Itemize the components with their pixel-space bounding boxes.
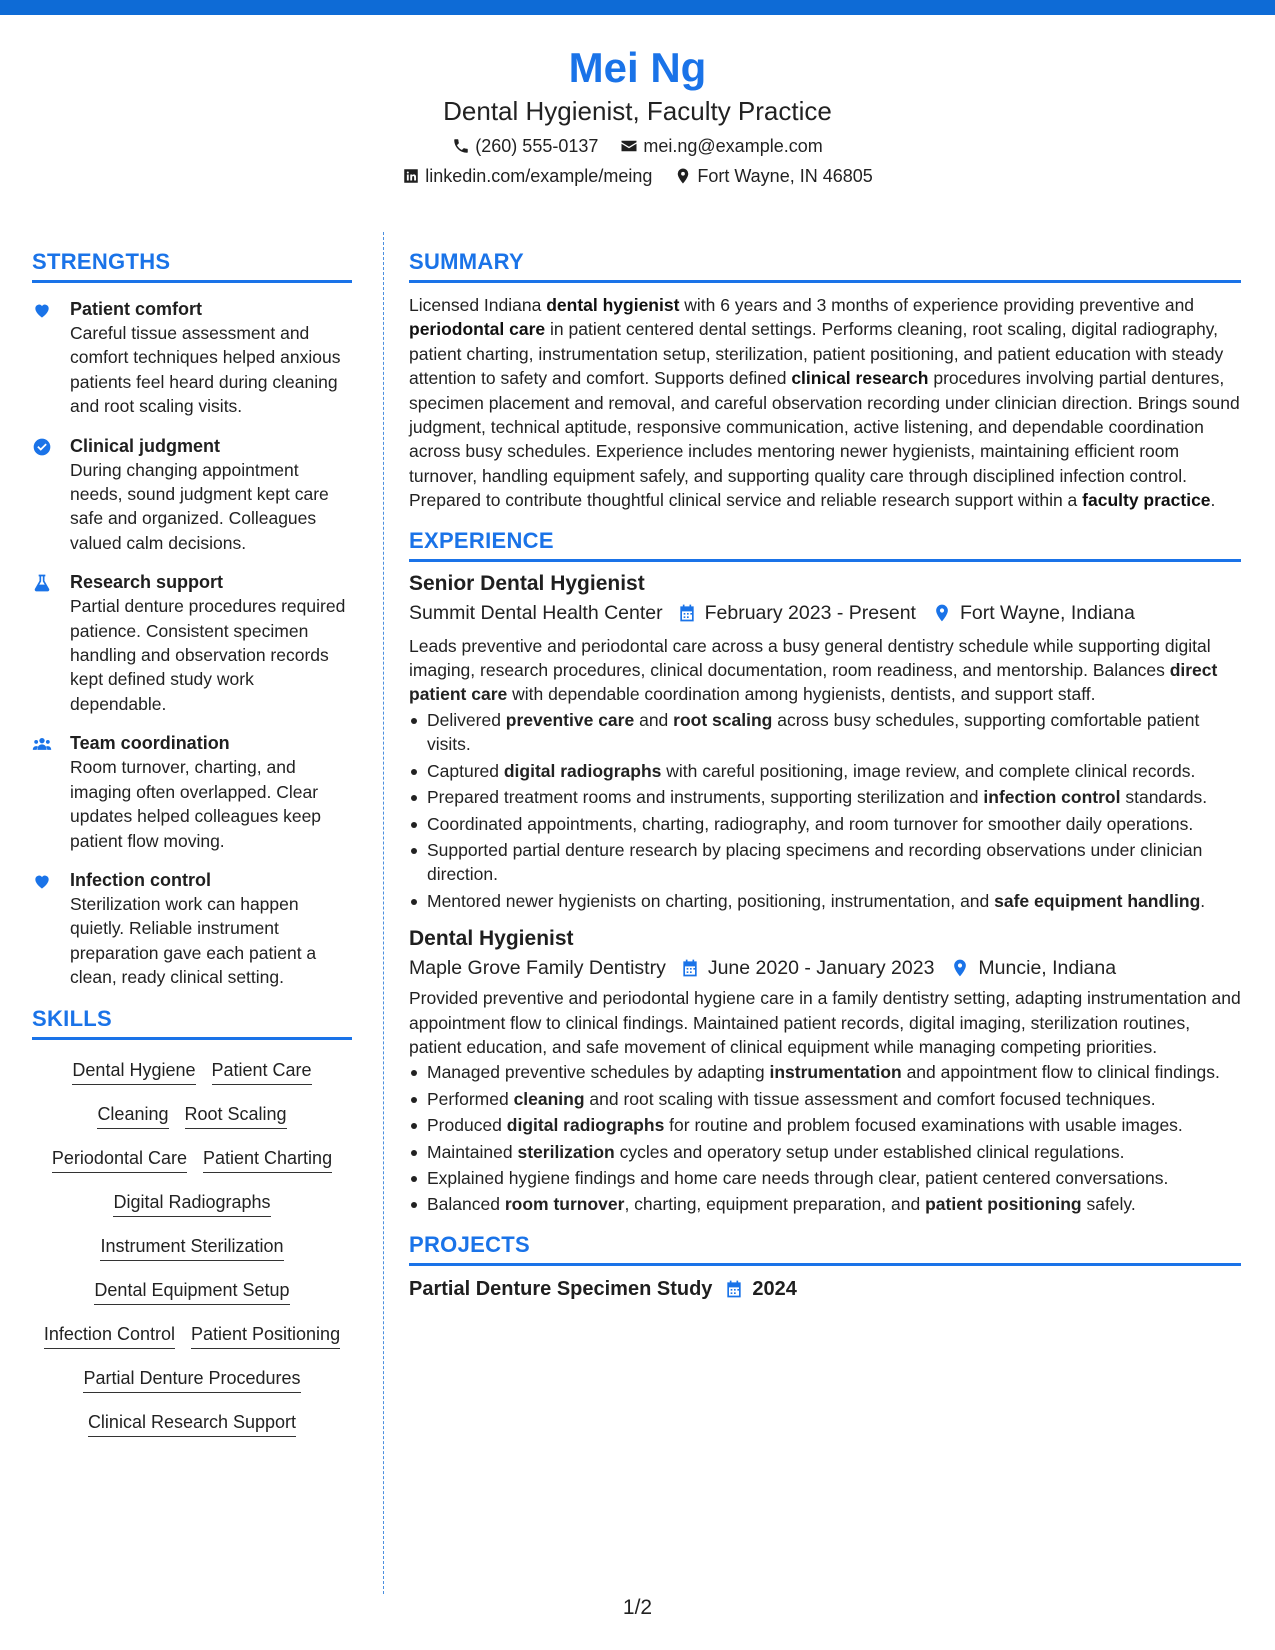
job-location: Fort Wayne, Indiana [959,601,1135,624]
company-name: Summit Dental Health Center [409,601,663,624]
linkedin-icon [402,167,420,185]
page-number: 1/2 [622,1596,653,1619]
calendar-icon [724,1279,744,1299]
users-icon [32,734,52,754]
project-entry [409,1275,1241,1303]
bullet-item: Balanced room turnover, charting, equipment preparation, and patient positioning safely. [409,1192,1241,1216]
right-column [409,248,1241,1303]
skill-tag: Partial Denture Procedures [83,1366,300,1393]
strength-item [32,570,352,716]
skills-list [32,1058,352,1437]
skill-tag: Periodontal Care [52,1146,187,1173]
linkedin-url[interactable]: linkedin.com/example/meing [425,166,653,186]
phone-icon [452,137,470,155]
strength-title: Team coordination [70,733,230,754]
job-bullets [409,708,1241,913]
candidate-title: Dental Hygienist, Faculty Practice [443,96,832,126]
heart-icon [32,300,52,320]
job-description: Provided preventive and periodontal hygiene care in a family dentistry setting, adapting instrumentation and appointment flow to clinical findings. Maintained patient records, digital imaging, sterilization routines, patient education, and safe movement of clinical equipment while managing competing priorities. [409,988,1241,1057]
job-bullets [409,1060,1241,1216]
strength-item [32,868,352,990]
job-meta [409,954,1241,982]
strength-item [32,731,352,853]
strength-description: Sterilization work can happen quietly. Reliable instrument preparation gave each patient a clean, ready clinical setting. [70,893,317,988]
job-meta [409,599,1241,627]
experience-heading: EXPERIENCE [409,527,1241,562]
job-description: Leads preventive and periodontal care across a busy general dentistry schedule while supporting digital imaging, research procedures, clinical documentation, room readiness, and mentorship. Balances direct patient care with dependable coordination among hygienists, dentists, and support staff. [409,635,1218,705]
bullet-item: Supported partial denture research by placing specimens and recording observations under clinician direction. [409,838,1241,887]
strength-title: Research support [70,572,224,593]
project-year: 2024 [752,1277,797,1300]
project-title: Partial Denture Specimen Study [409,1277,713,1300]
strength-description: Careful tissue assessment and comfort techniques helped anxious patients feel heard during cleaning and root scaling visits. [70,323,341,417]
bullet-item: Delivered preventive care and root scaling across busy schedules, supporting comfortable patient visits. [409,708,1241,757]
strength-title: Clinical judgment [70,435,221,456]
skill-tag: Patient Care [212,1058,312,1085]
skill-tag: Cleaning [97,1102,168,1129]
job-title: Dental Hygienist [409,927,574,951]
location-contact [674,164,872,188]
phone-number: (260) 555-0137 [475,136,599,156]
map-pin-icon [950,958,970,978]
job-entry [409,570,1241,913]
skill-tag: Dental Equipment Setup [94,1278,289,1305]
candidate-name: Mei Ng [568,44,707,91]
email-address[interactable]: mei.ng@example.com [643,136,823,156]
bullet-item: Coordinated appointments, charting, radiography, and room turnover for smoother daily operations. [409,812,1241,836]
email-contact[interactable] [620,134,822,158]
left-column [32,248,352,1437]
job-dates: June 2020 - January 2023 [707,957,935,980]
calendar-icon [680,958,700,978]
flask-icon [32,573,52,593]
skill-tag: Patient Positioning [191,1322,340,1349]
strength-title: Infection control [70,869,211,890]
map-pin-icon [932,603,952,623]
bullet-item: Produced digital radiographs for routine and problem focused examinations with usable images. [409,1113,1241,1137]
resume-header [0,42,1275,188]
heart-icon [32,871,52,891]
skill-tag: Instrument Sterilization [100,1234,283,1261]
summary-text: Licensed Indiana dental hygienist with 6 years and 3 months of experience providing preventive and periodontal care in patient centered dental settings. Performs cleaning, root scaling, digital radiography, patient charting, instrumentation setup, sterilization, patient positioning, and patient education with steady attention to safety and comfort. Supports defined clinical research procedures involving partial dentures, specimen placement and removal, and careful observation recording under clinician direction. Brings sound judgment, technical aptitude, responsive communication, active listening, and dependable coordination across busy schedules. Experience includes mentoring newer hygienists, maintaining efficient room turnover, handling equipment safely, and supporting quality care through disciplined infection control. Prepared to contribute thoughtful clinical service and reliable research support within a faculty practice. [409,295,1240,511]
location-text: Fort Wayne, IN 46805 [697,166,873,186]
skill-tag: Root Scaling [185,1102,287,1129]
bullet-item: Performed cleaning and root scaling with tissue assessment and comfort focused techniques. [409,1087,1241,1111]
company-name: Maple Grove Family Dentistry [409,957,666,980]
bullet-item: Mentored newer hygienists on charting, positioning, instrumentation, and safe equipment handling. [409,889,1241,913]
skill-tag: Clinical Research Support [88,1410,296,1437]
job-entry [409,925,1241,1217]
bullet-item: Managed preventive schedules by adapting instrumentation and appointment flow to clinical findings. [409,1060,1241,1084]
strength-description: Partial denture procedures required patience. Consistent specimen handling and observation records kept defined study work dependable. [70,596,346,714]
calendar-icon [677,603,697,623]
job-location: Muncie, Indiana [978,957,1117,980]
contact-row-1 [0,134,1275,158]
envelope-icon [620,137,638,155]
skill-tag: Digital Radiographs [113,1190,270,1217]
linkedin-contact[interactable] [402,164,652,188]
skill-tag: Patient Charting [203,1146,332,1173]
bullet-item: Prepared treatment rooms and instruments, supporting sterilization and infection control standards. [409,785,1241,809]
map-pin-icon [674,167,692,185]
bullet-item: Captured digital radiographs with careful positioning, image review, and complete clinical records. [409,759,1241,783]
strength-item [32,297,352,419]
job-dates: February 2023 - Present [704,601,916,624]
strengths-heading: STRENGTHS [32,248,352,283]
strength-item [32,434,352,556]
strengths-list [32,297,352,990]
strength-description: Room turnover, charting, and imaging often overlapped. Clear updates helped colleagues keep patient flow moving. [70,757,322,851]
contact-row-2 [0,164,1275,188]
column-divider [383,232,384,1594]
strength-title: Patient comfort [70,299,203,319]
strength-description: During changing appointment needs, sound judgment kept care safe and organized. Colleagues valued calm decisions. [70,459,329,553]
top-accent-bar [0,0,1275,15]
phone-contact [452,134,598,158]
skill-tag: Infection Control [44,1322,175,1349]
skill-tag: Dental Hygiene [72,1058,195,1085]
skills-heading: SKILLS [32,1005,352,1040]
bullet-item: Explained hygiene findings and home care needs through clear, patient centered conversations. [409,1166,1241,1190]
check-circle-icon [32,437,52,457]
bullet-item: Maintained sterilization cycles and operatory setup under established clinical regulations. [409,1140,1241,1164]
projects-heading: PROJECTS [409,1231,1241,1266]
summary-heading: SUMMARY [409,248,1241,283]
job-title: Senior Dental Hygienist [409,571,645,595]
